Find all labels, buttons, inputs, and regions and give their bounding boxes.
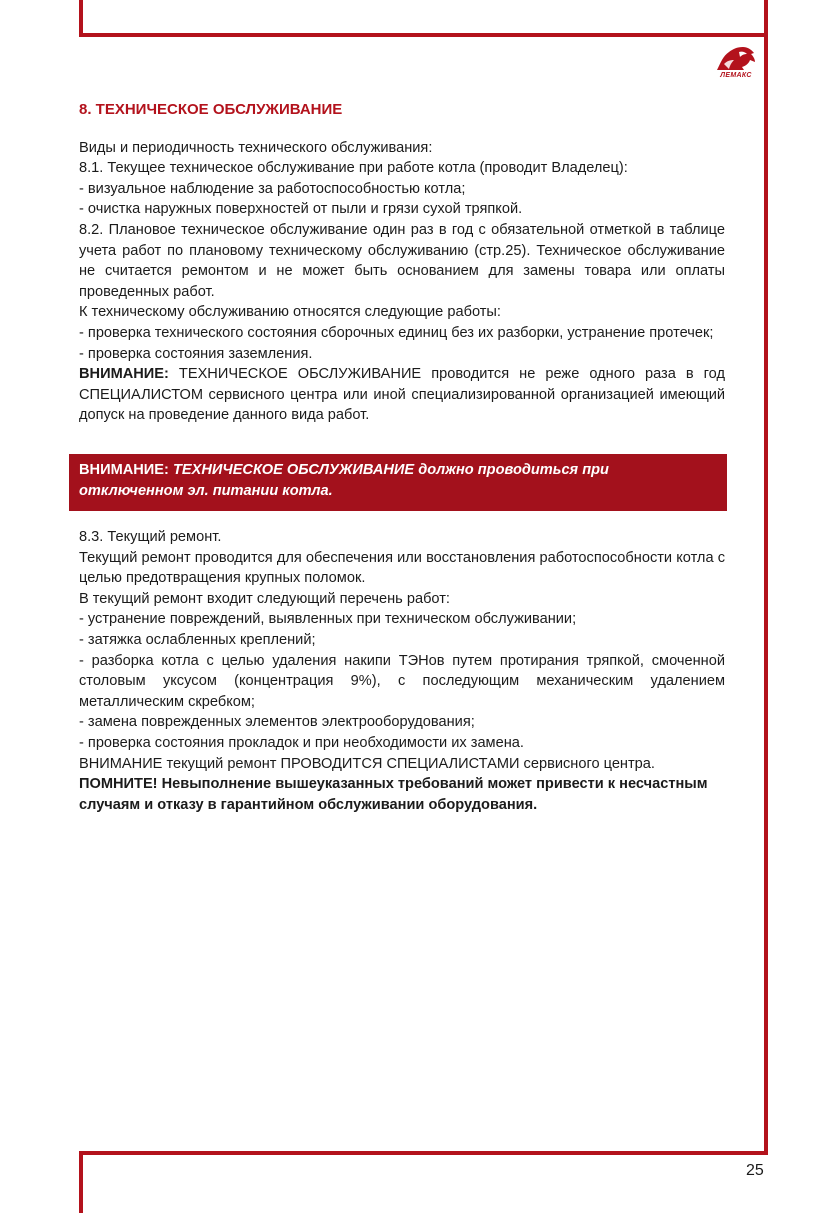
repair-purpose: Текущий ремонт проводится для обеспечения или восстановления работоспособности котла с целью предотвращения крупных поломок. (79, 549, 725, 587)
repair-bullet-damage: - устранение повреждений, выявленных при техническом обслуживании; (79, 611, 577, 628)
repair-bullet-fastening: - затяжка ослабленных креплений; (79, 631, 316, 648)
repair-bullet-descaling: - разборка котла с целью удаления накипи ТЭНов путем протирания тряпкой, смоченной столовым уксусом (концентрация 9%), с последующим механическим удалением металлическим скребком; (79, 652, 725, 710)
attention-text: ТЕХНИЧЕСКОЕ ОБСЛУЖИВАНИЕ проводится не реже одного раза в год СПЕЦИАЛИСТОМ сервисного центра или иной специализированной организацией имеющий допуск на проведение данного вида работ. (79, 366, 725, 424)
remember-notice: ПОМНИТЕ! Невыполнение вышеуказанных требований может привести к несчастным случаям и отказу в гарантийном обслуживании оборудования. (79, 776, 708, 813)
bullet-cleaning: - очистка наружных поверхностей от пыли и грязи сухой тряпкой. (79, 201, 523, 218)
warning-label: ВНИМАНИЕ: (79, 462, 173, 478)
warning-text: ТЕХНИЧЕСКОЕ ОБСЛУЖИВАНИЕ должно проводиться при отключенном эл. питании котла. (79, 462, 609, 499)
page-number: 25 (746, 1162, 764, 1179)
repair-list-intro: В текущий ремонт входит следующий перечень работ: (79, 590, 450, 607)
page-frame-bottom (79, 1151, 768, 1213)
works-intro: К техническому обслуживанию относятся следующие работы: (79, 304, 501, 321)
main-content (79, 100, 725, 426)
section-title: 8. ТЕХНИЧЕСКОЕ ОБСЛУЖИВАНИЕ (79, 101, 343, 118)
logo-text: ЛЕМАКС (720, 72, 752, 79)
attention-label: ВНИМАНИЕ: (79, 366, 169, 383)
page-frame-top (79, 0, 768, 37)
repair-bullet-gaskets: - проверка состояния прокладок и при необходимости их замена. (79, 734, 524, 751)
item-8-3: 8.3. Текущий ремонт. (79, 529, 222, 545)
brand-logo (713, 44, 759, 82)
lion-logo-icon (715, 44, 757, 72)
repair-section (79, 527, 725, 815)
bullet-check-units: - проверка технического состояния сборочных единиц без их разборки, устранение протечек; (79, 324, 714, 341)
bullet-check-grounding: - проверка состояния заземления. (79, 345, 313, 362)
item-8-2: 8.2. Плановое техническое обслуживание один раз в год с обязательной отметкой в таблице учета работ по плановому техническому обслуживанию (стр.25). Техническое обслуживание не считается ремонтом и не может быть основанием для замены товара или оплаты проведенных работ. (79, 221, 725, 300)
warning-box (69, 454, 727, 511)
bullet-visual-check: - визуальное наблюдение за работоспособностью котла; (79, 180, 466, 197)
intro-text: Виды и периодичность технического обслуживания: (79, 139, 433, 156)
attention-paragraph (79, 364, 725, 426)
item-8-1: 8.1. Текущее техническое обслуживание при работе котла (проводит Владелец): (79, 160, 628, 177)
repair-attention: ВНИМАНИЕ текущий ремонт ПРОВОДИТСЯ СПЕЦИАЛИСТАМИ сервисного центра. (79, 755, 655, 772)
repair-bullet-electrical: - замена поврежденных элементов электрооборудования; (79, 714, 475, 731)
page-frame-right (764, 37, 768, 1155)
